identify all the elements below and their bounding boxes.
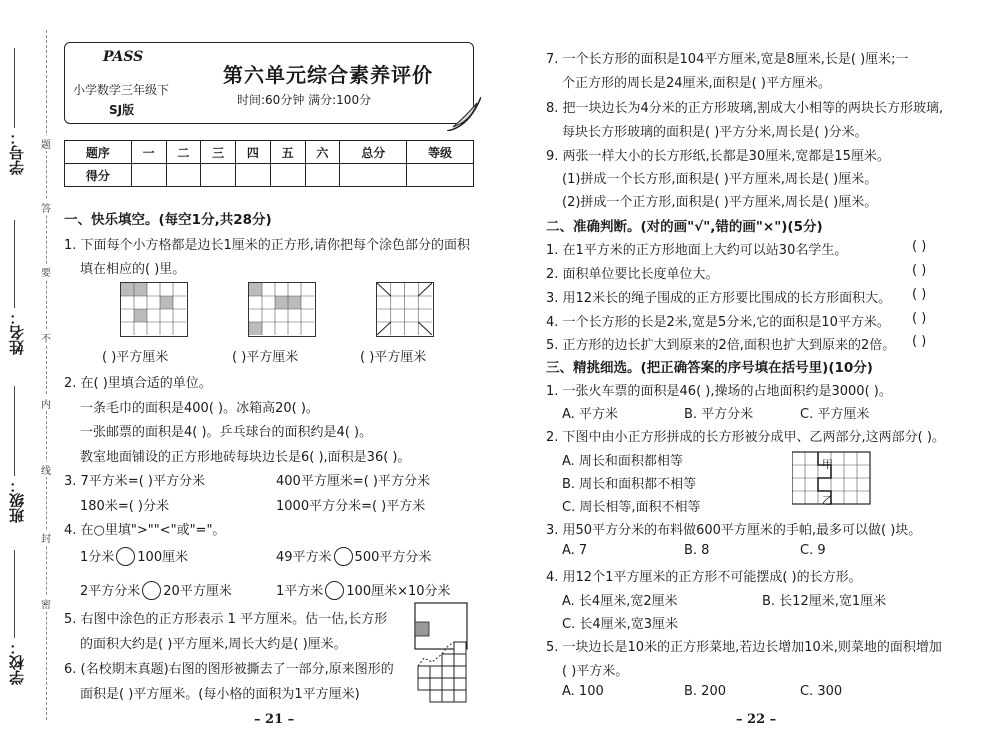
option-c[interactable]: C. 长4厘米,宽3厘米 xyxy=(562,617,679,632)
section-heading: 一、快乐填空。(每空1分,共28分) xyxy=(64,212,272,228)
student-id-label: 学号： xyxy=(8,130,26,175)
question-text: 1. 下面每个小方格都是边长1厘米的正方形,请你把每个涂色部分的面积 xyxy=(64,238,470,253)
option-c[interactable]: C. 300 xyxy=(800,684,843,699)
subject-label: 小学数学三年级下 xyxy=(73,83,170,97)
page-curl-icon xyxy=(447,97,481,131)
name-label: 姓名： xyxy=(8,310,26,355)
question-text: 每块长方形玻璃的面积是( )平方分米,周长是( )分米。 xyxy=(562,125,868,140)
table-cell: 等级 xyxy=(407,141,474,164)
class-label: 班级： xyxy=(8,478,26,523)
compare-left: 2平方分米 xyxy=(80,584,141,599)
grid-figure-3-svg xyxy=(377,283,432,335)
seal-char: 答 xyxy=(39,200,53,215)
table-cell: 题序 xyxy=(65,141,132,164)
grid-figure-1 xyxy=(120,282,188,337)
question-text: 2. 下图中由小正方形拼成的长方形被分成甲、乙两部分,这两部分( )。 xyxy=(546,430,945,445)
compare-circle[interactable] xyxy=(116,547,135,566)
section-heading: 三、精挑细选。(把正确答案的序号填在括号里)(10分) xyxy=(546,360,873,376)
score-table xyxy=(64,140,474,187)
judge-paren[interactable]: ( ) xyxy=(912,239,927,254)
part-jia-label: 甲 xyxy=(822,458,833,471)
score-cell[interactable] xyxy=(131,164,166,187)
question-text: 3. 7平方米=( )平方分米 xyxy=(64,474,205,489)
seal-char: 线 xyxy=(39,462,53,477)
question-text: 3. 用50平方分米的布料做600平方厘米的手帕,最多可以做( )块。 xyxy=(546,523,922,538)
option-b[interactable]: B. 平方分米 xyxy=(684,407,754,422)
binding-margin xyxy=(0,0,60,750)
option-b[interactable]: B. 8 xyxy=(684,543,710,558)
question-text: 一张邮票的面积是4( )。乒乓球台的面积约是4( )。 xyxy=(80,425,373,440)
fill-line xyxy=(14,550,15,638)
seal-char: 不 xyxy=(39,330,53,345)
compare-item xyxy=(276,580,451,600)
option-a[interactable]: A. 100 xyxy=(562,684,604,699)
table-row xyxy=(65,141,474,164)
score-cell[interactable] xyxy=(340,164,407,187)
table-cell: 得分 xyxy=(65,164,132,187)
answer-blank: ( )平方厘米 xyxy=(360,350,427,365)
option-c[interactable]: C. 周长相等,面积不相等 xyxy=(562,500,701,515)
question-text: 180米=( )分米 xyxy=(80,499,169,514)
question-text: 1. 一张火车票的面积是46( ),操场的占地面积约是3000( )。 xyxy=(546,384,892,399)
question-text: 2. 在( )里填合适的单位。 xyxy=(64,376,212,391)
compare-circle[interactable] xyxy=(334,547,353,566)
table-cell: 一 xyxy=(131,141,166,164)
option-a[interactable]: A. 平方米 xyxy=(562,407,618,422)
question-text: 4. 在○里填">""<"或"="。 xyxy=(64,523,226,538)
question-text: 5. 右图中涂色的正方形表示 1 平方厘米。估一估,长方形 xyxy=(64,612,388,627)
seal-char: 要 xyxy=(39,264,53,279)
grid-figure-1-svg xyxy=(121,283,186,335)
option-a[interactable]: A. 周长和面积都相等 xyxy=(562,454,683,469)
compare-item xyxy=(276,546,431,566)
table-cell: 四 xyxy=(236,141,271,164)
seal-line xyxy=(46,30,47,720)
exam-title: 第六单元综合素养评价 xyxy=(223,63,433,87)
option-c[interactable]: C. 平方厘米 xyxy=(800,407,870,422)
option-b[interactable]: B. 200 xyxy=(684,684,726,699)
question-text: 4. 用12个1平方厘米的正方形不可能摆成( )的长方形。 xyxy=(546,570,862,585)
compare-circle[interactable] xyxy=(142,581,161,600)
compare-right: 500平方分米 xyxy=(354,550,432,565)
question-text: 填在相应的( )里。 xyxy=(80,262,186,277)
question-text: 5. 一块边长是10米的正方形菜地,若边长增加10米,则菜地的面积增加 xyxy=(546,640,942,655)
judge-paren[interactable]: ( ) xyxy=(912,311,927,326)
table-cell: 总分 xyxy=(340,141,407,164)
judge-item: 2. 面积单位要比长度单位大。 xyxy=(546,267,719,282)
page-right xyxy=(500,0,1000,750)
question-text: 的面积大约是( )平方厘米,周长大约是( )厘米。 xyxy=(80,637,347,652)
fill-line xyxy=(14,220,15,308)
compare-right: 20平方厘米 xyxy=(163,584,232,599)
school-label: 学校： xyxy=(8,640,26,685)
score-cell[interactable] xyxy=(270,164,305,187)
question-text: (2)拼成一个正方形,面积是( )平方厘米,周长是( )厘米。 xyxy=(562,195,878,210)
table-cell: 三 xyxy=(201,141,236,164)
question-text: 9. 两张一样大小的长方形纸,长都是30厘米,宽都是15厘米。 xyxy=(546,149,890,164)
compare-right: 100厘米×10分米 xyxy=(346,584,451,599)
score-cell[interactable] xyxy=(166,164,201,187)
table-cell: 六 xyxy=(305,141,340,164)
judge-paren[interactable]: ( ) xyxy=(912,263,927,278)
section-heading: 二、准确判断。(对的画"√",错的画"×")(5分) xyxy=(546,219,823,235)
judge-item: 3. 用12米长的绳子围成的正方形要比围成的长方形面积大。 xyxy=(546,291,892,306)
question-text: 一条毛巾的面积是400( )。冰箱高20( )。 xyxy=(80,401,319,416)
grid-figure-2-svg xyxy=(249,283,314,335)
option-b[interactable]: B. 周长和面积都不相等 xyxy=(562,477,697,492)
table-cell: 二 xyxy=(166,141,201,164)
edition-label: SJ版 xyxy=(109,103,135,117)
option-a[interactable]: A. 7 xyxy=(562,543,588,558)
judge-paren[interactable]: ( ) xyxy=(912,287,927,302)
fill-line xyxy=(14,48,15,128)
question-text: 400平方厘米=( )平方分米 xyxy=(276,474,430,489)
question-text: 个正方形的周长是24厘米,面积是( )平方厘米。 xyxy=(562,76,831,91)
pass-logo: PASS xyxy=(103,49,144,65)
page-number: – 22 – xyxy=(736,712,777,727)
question-text: 1000平方分米=( )平方米 xyxy=(276,499,426,514)
question-text: ( )平方米。 xyxy=(562,664,629,679)
exam-info: 时间:60分钟 满分:100分 xyxy=(237,93,372,107)
question-text: (1)拼成一个长方形,面积是( )平方厘米,周长是( )厘米。 xyxy=(562,172,878,187)
compare-circle[interactable] xyxy=(325,581,344,600)
answer-blank: ( )平方厘米 xyxy=(232,350,299,365)
judge-item: 4. 一个长方形的长是2米,宽是5分米,它的面积是10平方米。 xyxy=(546,315,890,330)
score-cell[interactable] xyxy=(236,164,271,187)
score-cell[interactable] xyxy=(305,164,340,187)
seal-char: 封 xyxy=(39,530,53,545)
option-c[interactable]: C. 9 xyxy=(800,543,826,558)
compare-item xyxy=(80,546,188,566)
compare-right: 100厘米 xyxy=(137,550,189,565)
compare-left: 1平方米 xyxy=(276,584,324,599)
compare-item xyxy=(80,580,232,600)
split-rectangle-figure xyxy=(792,450,874,506)
judge-paren[interactable]: ( ) xyxy=(912,334,927,349)
part-yi-label: 乙 xyxy=(822,494,833,507)
question-text: 6. (名校期末真题)右图的图形被撕去了一部分,原来图形的 xyxy=(64,662,394,677)
answer-blank: ( )平方厘米 xyxy=(102,350,169,365)
table-cell: 五 xyxy=(270,141,305,164)
exam-header xyxy=(64,42,474,124)
grid-figure-2 xyxy=(248,282,316,337)
question-text: 7. 一个长方形的面积是104平方厘米,宽是8厘米,长是( )厘米;一 xyxy=(546,52,909,67)
question-text: 面积是( )平方厘米。(每小格的面积为1平方厘米) xyxy=(80,687,360,702)
question-text: 教室地面铺设的正方形地砖每块边长是6( ),面积是36( )。 xyxy=(80,450,411,465)
judge-item: 5. 正方形的边长扩大到原来的2倍,面积也扩大到原来的2倍。 xyxy=(546,338,896,353)
question-text: 8. 把一块边长为4分米的正方形玻璃,割成大小相等的两块长方形玻璃, xyxy=(546,101,944,116)
page-number: – 21 – xyxy=(254,712,295,727)
judge-item: 1. 在1平方米的正方形地面上大约可以站30名学生。 xyxy=(546,243,848,258)
seal-char: 题 xyxy=(39,136,53,151)
torn-shape-figure xyxy=(414,640,470,704)
option-b[interactable]: B. 长12厘米,宽1厘米 xyxy=(762,594,887,609)
fill-line xyxy=(14,386,15,476)
option-a[interactable]: A. 长4厘米,宽2厘米 xyxy=(562,594,678,609)
table-row xyxy=(65,164,474,187)
seal-char: 密 xyxy=(39,596,53,611)
score-cell[interactable] xyxy=(407,164,474,187)
seal-char: 内 xyxy=(39,396,53,411)
grid-figure-3 xyxy=(376,282,434,337)
compare-left: 49平方米 xyxy=(276,550,332,565)
score-cell[interactable] xyxy=(201,164,236,187)
compare-left: 1分米 xyxy=(80,550,115,565)
